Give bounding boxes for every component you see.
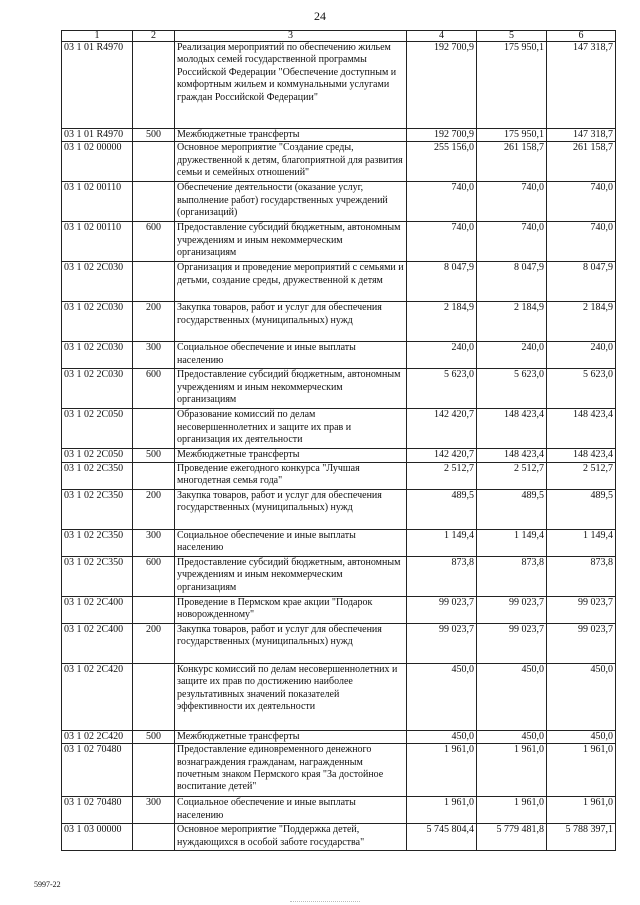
row-value-3: 261 158,7 (547, 142, 616, 182)
header-col-4: 4 (407, 31, 477, 42)
table-row (62, 182, 616, 222)
row-name: Основное мероприятие "Поддержка детей, нуждающихся в особой заботе государства" (175, 824, 407, 851)
row-value-3: 2 184,9 (547, 302, 616, 342)
row-type: 500 (133, 449, 175, 462)
row-value-1: 240,0 (407, 342, 477, 369)
row-name: Социальное обеспечение и иные выплаты населению (175, 342, 407, 369)
row-value-3: 1 961,0 (547, 797, 616, 824)
table-row (62, 730, 616, 743)
row-type: 300 (133, 529, 175, 556)
row-code: 03 1 02 2С350 (62, 529, 133, 556)
row-value-2: 5 779 481,8 (477, 824, 547, 851)
row-value-1: 99 023,7 (407, 596, 477, 623)
table-row (62, 489, 616, 529)
budget-table (61, 30, 616, 851)
row-type: 500 (133, 730, 175, 743)
row-code: 03 1 02 2С420 (62, 730, 133, 743)
row-name: Предоставление субсидий бюджетным, автономным учреждениям и иным некоммерческим организациям (175, 556, 407, 596)
table-row (62, 342, 616, 369)
row-code: 03 1 02 2С050 (62, 449, 133, 462)
row-value-3: 147 318,7 (547, 42, 616, 129)
row-type (133, 42, 175, 129)
row-value-1: 450,0 (407, 663, 477, 730)
row-value-2: 240,0 (477, 342, 547, 369)
row-value-1: 255 156,0 (407, 142, 477, 182)
row-value-1: 5 623,0 (407, 369, 477, 409)
row-name: Конкурс комиссий по делам несовершеннолетних и защите их прав по достижению наиболее результативных значений показателей эффективности их деятельности (175, 663, 407, 730)
header-col-5: 5 (477, 31, 547, 42)
row-name: Социальное обеспечение и иные выплаты населению (175, 797, 407, 824)
row-value-1: 1 961,0 (407, 744, 477, 797)
row-value-3: 873,8 (547, 556, 616, 596)
row-value-3: 740,0 (547, 182, 616, 222)
table-row (62, 42, 616, 129)
row-value-3: 740,0 (547, 222, 616, 262)
row-name: Закупка товаров, работ и услуг для обеспечения государственных (муниципальных) нужд (175, 302, 407, 342)
row-name: Закупка товаров, работ и услуг для обеспечения государственных (муниципальных) нужд (175, 489, 407, 529)
row-name: Социальное обеспечение и иные выплаты населению (175, 529, 407, 556)
row-value-2: 175 950,1 (477, 42, 547, 129)
table-row (62, 142, 616, 182)
row-name: Реализация мероприятий по обеспечению жильем молодых семей государственной программы Российской Федерации "Обеспечение доступным и комфортным жильем и коммунальными услугами граждан Российской Федерации" (175, 42, 407, 129)
row-value-2: 148 423,4 (477, 449, 547, 462)
row-value-2: 489,5 (477, 489, 547, 529)
row-value-1: 740,0 (407, 182, 477, 222)
row-value-3: 147 318,7 (547, 129, 616, 142)
row-value-1: 740,0 (407, 222, 477, 262)
row-type: 200 (133, 489, 175, 529)
row-value-1: 192 700,9 (407, 42, 477, 129)
row-name: Предоставление единовременного денежного вознаграждения гражданам, награжденным почетным знаком Пермского края "За достойное воспитание детей" (175, 744, 407, 797)
row-type (133, 462, 175, 489)
table-row (62, 222, 616, 262)
row-name: Предоставление субсидий бюджетным, автономным учреждениям и иным некоммерческим организациям (175, 222, 407, 262)
row-type: 300 (133, 342, 175, 369)
row-value-3: 2 512,7 (547, 462, 616, 489)
row-value-2: 2 512,7 (477, 462, 547, 489)
row-value-3: 99 023,7 (547, 623, 616, 663)
row-value-3: 8 047,9 (547, 262, 616, 302)
row-value-1: 2 512,7 (407, 462, 477, 489)
row-value-3: 5 623,0 (547, 369, 616, 409)
row-value-2: 99 023,7 (477, 623, 547, 663)
row-name: Межбюджетные трансферты (175, 129, 407, 142)
row-code: 03 1 02 70480 (62, 744, 133, 797)
row-type: 200 (133, 623, 175, 663)
document-code: 5997-22 (34, 880, 61, 889)
row-value-1: 99 023,7 (407, 623, 477, 663)
row-type (133, 262, 175, 302)
row-code: 03 1 02 2С400 (62, 596, 133, 623)
table-row (62, 369, 616, 409)
row-value-3: 450,0 (547, 663, 616, 730)
row-value-1: 142 420,7 (407, 449, 477, 462)
row-name: Межбюджетные трансферты (175, 449, 407, 462)
scan-marks (290, 901, 360, 902)
header-col-2: 2 (133, 31, 175, 42)
header-col-1: 1 (62, 31, 133, 42)
row-value-2: 8 047,9 (477, 262, 547, 302)
row-code: 03 1 02 2С030 (62, 262, 133, 302)
table-row (62, 129, 616, 142)
row-value-1: 8 047,9 (407, 262, 477, 302)
row-value-3: 240,0 (547, 342, 616, 369)
row-value-3: 1 149,4 (547, 529, 616, 556)
row-code: 03 1 02 00110 (62, 182, 133, 222)
row-code: 03 1 02 2С030 (62, 369, 133, 409)
header-col-3: 3 (175, 31, 407, 42)
row-value-2: 2 184,9 (477, 302, 547, 342)
row-code: 03 1 02 2С350 (62, 462, 133, 489)
row-code: 03 1 01 R4970 (62, 129, 133, 142)
row-value-2: 148 423,4 (477, 409, 547, 449)
row-name: Межбюджетные трансферты (175, 730, 407, 743)
row-code: 03 1 02 2С400 (62, 623, 133, 663)
row-value-3: 148 423,4 (547, 449, 616, 462)
row-value-1: 1 961,0 (407, 797, 477, 824)
table-row (62, 797, 616, 824)
table-row (62, 449, 616, 462)
row-type (133, 182, 175, 222)
row-type (133, 824, 175, 851)
row-value-2: 1 961,0 (477, 797, 547, 824)
row-value-2: 261 158,7 (477, 142, 547, 182)
row-type: 600 (133, 222, 175, 262)
row-name: Основное мероприятие "Создание среды, дружественной к детям, благоприятной для развития семьи и семейных отношений" (175, 142, 407, 182)
row-code: 03 1 02 2С030 (62, 302, 133, 342)
row-type (133, 142, 175, 182)
table-row (62, 824, 616, 851)
row-name: Проведение ежегодного конкурса "Лучшая многодетная семья года" (175, 462, 407, 489)
table-row (62, 409, 616, 449)
row-code: 03 1 03 00000 (62, 824, 133, 851)
row-type: 500 (133, 129, 175, 142)
row-value-3: 148 423,4 (547, 409, 616, 449)
row-type (133, 663, 175, 730)
row-value-2: 99 023,7 (477, 596, 547, 623)
row-value-3: 450,0 (547, 730, 616, 743)
row-value-3: 99 023,7 (547, 596, 616, 623)
row-value-1: 2 184,9 (407, 302, 477, 342)
table-row (62, 302, 616, 342)
row-value-1: 450,0 (407, 730, 477, 743)
row-code: 03 1 02 2С350 (62, 556, 133, 596)
row-value-2: 1 961,0 (477, 744, 547, 797)
row-value-2: 740,0 (477, 222, 547, 262)
row-type: 200 (133, 302, 175, 342)
table-row (62, 596, 616, 623)
row-value-3: 5 788 397,1 (547, 824, 616, 851)
row-value-2: 1 149,4 (477, 529, 547, 556)
table-row (62, 663, 616, 730)
table-row (62, 623, 616, 663)
row-value-1: 142 420,7 (407, 409, 477, 449)
row-type (133, 596, 175, 623)
row-value-3: 489,5 (547, 489, 616, 529)
header-row (62, 31, 616, 42)
table-row (62, 556, 616, 596)
row-value-2: 450,0 (477, 730, 547, 743)
row-code: 03 1 02 2С050 (62, 409, 133, 449)
row-name: Обеспечение деятельности (оказание услуг, выполнение работ) государственных учреждений (организаций) (175, 182, 407, 222)
row-value-1: 192 700,9 (407, 129, 477, 142)
table-row (62, 262, 616, 302)
row-type (133, 744, 175, 797)
row-value-1: 1 149,4 (407, 529, 477, 556)
row-value-2: 5 623,0 (477, 369, 547, 409)
row-name: Организация и проведение мероприятий с семьями и детьми, создание среды, дружественной к детям (175, 262, 407, 302)
page-number: 24 (314, 9, 326, 23)
row-name: Образование комиссий по делам несовершеннолетних и защите их прав и организация их деятельности (175, 409, 407, 449)
row-value-1: 5 745 804,4 (407, 824, 477, 851)
row-value-2: 740,0 (477, 182, 547, 222)
row-code: 03 1 01 R4970 (62, 42, 133, 129)
row-code: 03 1 02 2С030 (62, 342, 133, 369)
row-name: Закупка товаров, работ и услуг для обеспечения государственных (муниципальных) нужд (175, 623, 407, 663)
header-col-6: 6 (547, 31, 616, 42)
row-value-2: 873,8 (477, 556, 547, 596)
table-row (62, 744, 616, 797)
row-type: 600 (133, 556, 175, 596)
row-name: Предоставление субсидий бюджетным, автономным учреждениям и иным некоммерческим организациям (175, 369, 407, 409)
row-name: Проведение в Пермском крае акции "Подарок новорожденному" (175, 596, 407, 623)
row-value-1: 489,5 (407, 489, 477, 529)
row-code: 03 1 02 2С420 (62, 663, 133, 730)
row-value-2: 450,0 (477, 663, 547, 730)
row-value-1: 873,8 (407, 556, 477, 596)
row-code: 03 1 02 00110 (62, 222, 133, 262)
row-code: 03 1 02 00000 (62, 142, 133, 182)
table-row (62, 462, 616, 489)
row-value-2: 175 950,1 (477, 129, 547, 142)
row-type: 600 (133, 369, 175, 409)
row-type (133, 409, 175, 449)
row-code: 03 1 02 2С350 (62, 489, 133, 529)
row-type: 300 (133, 797, 175, 824)
table-row (62, 529, 616, 556)
row-code: 03 1 02 70480 (62, 797, 133, 824)
row-value-3: 1 961,0 (547, 744, 616, 797)
